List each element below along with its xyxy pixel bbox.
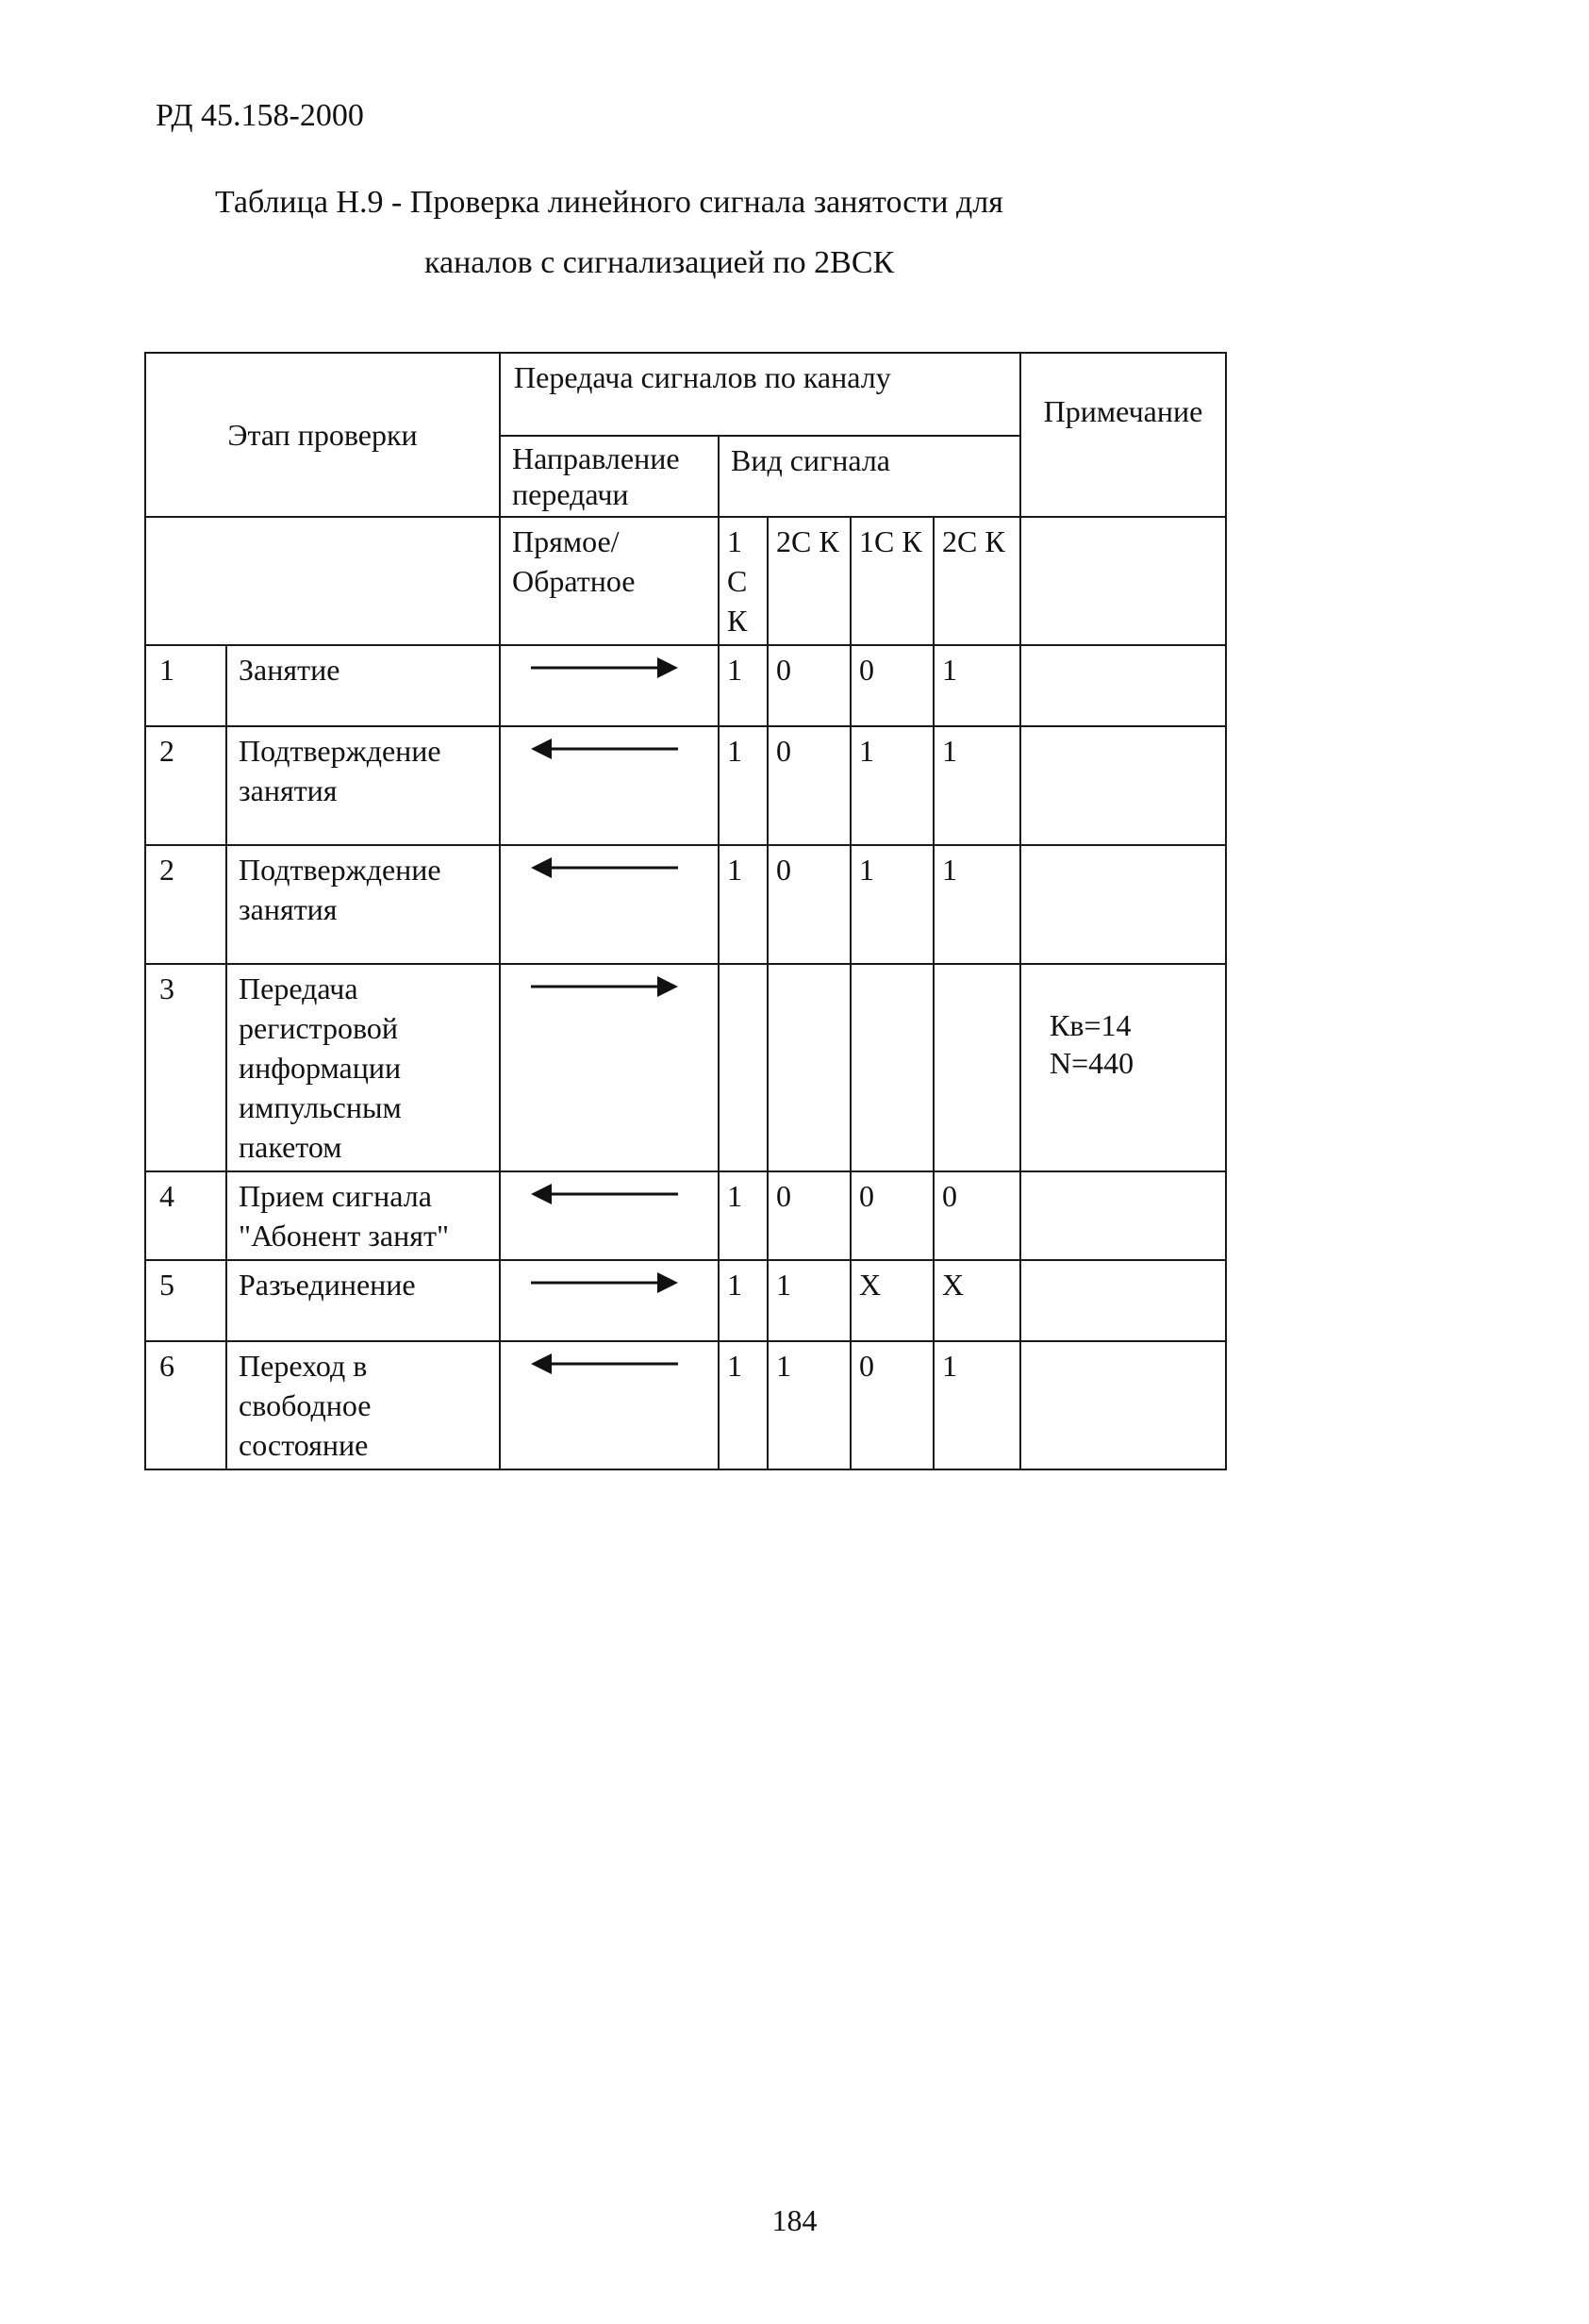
header-note-empty — [1020, 517, 1226, 645]
arrow-backward-icon — [529, 1350, 680, 1378]
header-transfer: Передача сигналов по каналу — [500, 353, 1020, 436]
row-signal-3: 1 — [851, 726, 934, 845]
row-stage: Подтверждение занятия — [226, 845, 500, 964]
header-empty — [145, 517, 500, 645]
row-signal-4: 1 — [934, 726, 1020, 845]
row-direction — [500, 726, 719, 845]
arrow-forward-icon — [529, 1269, 680, 1297]
table-row — [145, 645, 1226, 726]
table-row — [145, 964, 1226, 1171]
row-direction — [500, 845, 719, 964]
row-signal-2: 1 — [768, 1341, 851, 1469]
row-signal-1: 1 — [719, 1171, 768, 1260]
arrow-backward-icon — [529, 735, 680, 763]
row-signal-4: Х — [934, 1260, 1020, 1341]
row-note — [1020, 726, 1226, 845]
row-note — [1020, 1341, 1226, 1469]
row-signal-3: 0 — [851, 1341, 934, 1469]
row-signal-2: 0 — [768, 645, 851, 726]
signal-col-1: 1 С К — [719, 517, 768, 645]
row-signal-4 — [934, 964, 1020, 1171]
row-note: Кв=14 N=440 — [1020, 964, 1226, 1171]
header-row-3 — [145, 517, 1226, 645]
page-number: 184 — [771, 2203, 818, 2237]
table-row — [145, 1171, 1226, 1260]
row-signal-4: 1 — [934, 845, 1020, 964]
row-direction — [500, 964, 719, 1171]
row-direction — [500, 1341, 719, 1469]
table-row — [145, 845, 1226, 964]
row-stage: Разъединение — [226, 1260, 500, 1341]
header-signal-type: Вид сигнала — [719, 436, 1020, 517]
header-stage: Этап проверки — [145, 353, 500, 517]
row-signal-1: 1 — [719, 1260, 768, 1341]
row-stage: Переход в свободное состояние — [226, 1341, 500, 1469]
row-number: 2 — [145, 845, 226, 964]
row-stage: Прием сигнала "Абонент занят" — [226, 1171, 500, 1260]
table-row — [145, 1341, 1226, 1469]
table-title-line2: каналов с сигнализацией по 2ВСК — [424, 245, 895, 280]
row-number: 1 — [145, 645, 226, 726]
row-stage: Занятие — [226, 645, 500, 726]
row-stage: Передача регистровой информации импульсным пакетом — [226, 964, 500, 1171]
row-signal-2: 0 — [768, 726, 851, 845]
arrow-forward-icon — [529, 654, 680, 682]
row-stage: Подтверждение занятия — [226, 726, 500, 845]
arrow-backward-icon — [529, 854, 680, 882]
row-number: 6 — [145, 1341, 226, 1469]
row-direction — [500, 1171, 719, 1260]
row-signal-1: 1 — [719, 1341, 768, 1469]
header-direction-sub: Прямое/ Обратное — [500, 517, 719, 645]
row-signal-1: 1 — [719, 726, 768, 845]
arrow-backward-icon — [529, 1180, 680, 1208]
arrow-forward-icon — [529, 972, 680, 1001]
row-direction — [500, 1260, 719, 1341]
row-signal-1: 1 — [719, 645, 768, 726]
row-number: 3 — [145, 964, 226, 1171]
check-table — [144, 352, 1227, 1470]
row-note — [1020, 1260, 1226, 1341]
signal-col-4: 2С К — [934, 517, 1020, 645]
header-note: Примечание — [1020, 353, 1226, 517]
row-signal-1: 1 — [719, 845, 768, 964]
row-signal-2: 0 — [768, 1171, 851, 1260]
header-direction: Направление передачи — [500, 436, 719, 517]
signal-col-2: 2С К — [768, 517, 851, 645]
row-signal-4: 1 — [934, 1341, 1020, 1469]
row-note — [1020, 1171, 1226, 1260]
row-signal-3 — [851, 964, 934, 1171]
table-row — [145, 1260, 1226, 1341]
row-signal-2: 1 — [768, 1260, 851, 1341]
row-signal-3: 1 — [851, 845, 934, 964]
row-signal-3: 0 — [851, 645, 934, 726]
table-row — [145, 726, 1226, 845]
row-number: 4 — [145, 1171, 226, 1260]
row-note — [1020, 845, 1226, 964]
signal-col-3: 1С К — [851, 517, 934, 645]
document-code: РД 45.158-2000 — [156, 98, 364, 133]
row-signal-1 — [719, 964, 768, 1171]
row-note — [1020, 645, 1226, 726]
row-number: 5 — [145, 1260, 226, 1341]
row-direction — [500, 645, 719, 726]
row-signal-2 — [768, 964, 851, 1171]
row-signal-4: 1 — [934, 645, 1020, 726]
row-signal-3: 0 — [851, 1171, 934, 1260]
row-signal-4: 0 — [934, 1171, 1020, 1260]
row-number: 2 — [145, 726, 226, 845]
table-title-line1: Таблица Н.9 - Проверка линейного сигнала занятости для — [215, 185, 1003, 220]
table-title — [215, 173, 1158, 293]
row-signal-3: Х — [851, 1260, 934, 1341]
header-row-1 — [145, 353, 1226, 436]
row-signal-2: 0 — [768, 845, 851, 964]
